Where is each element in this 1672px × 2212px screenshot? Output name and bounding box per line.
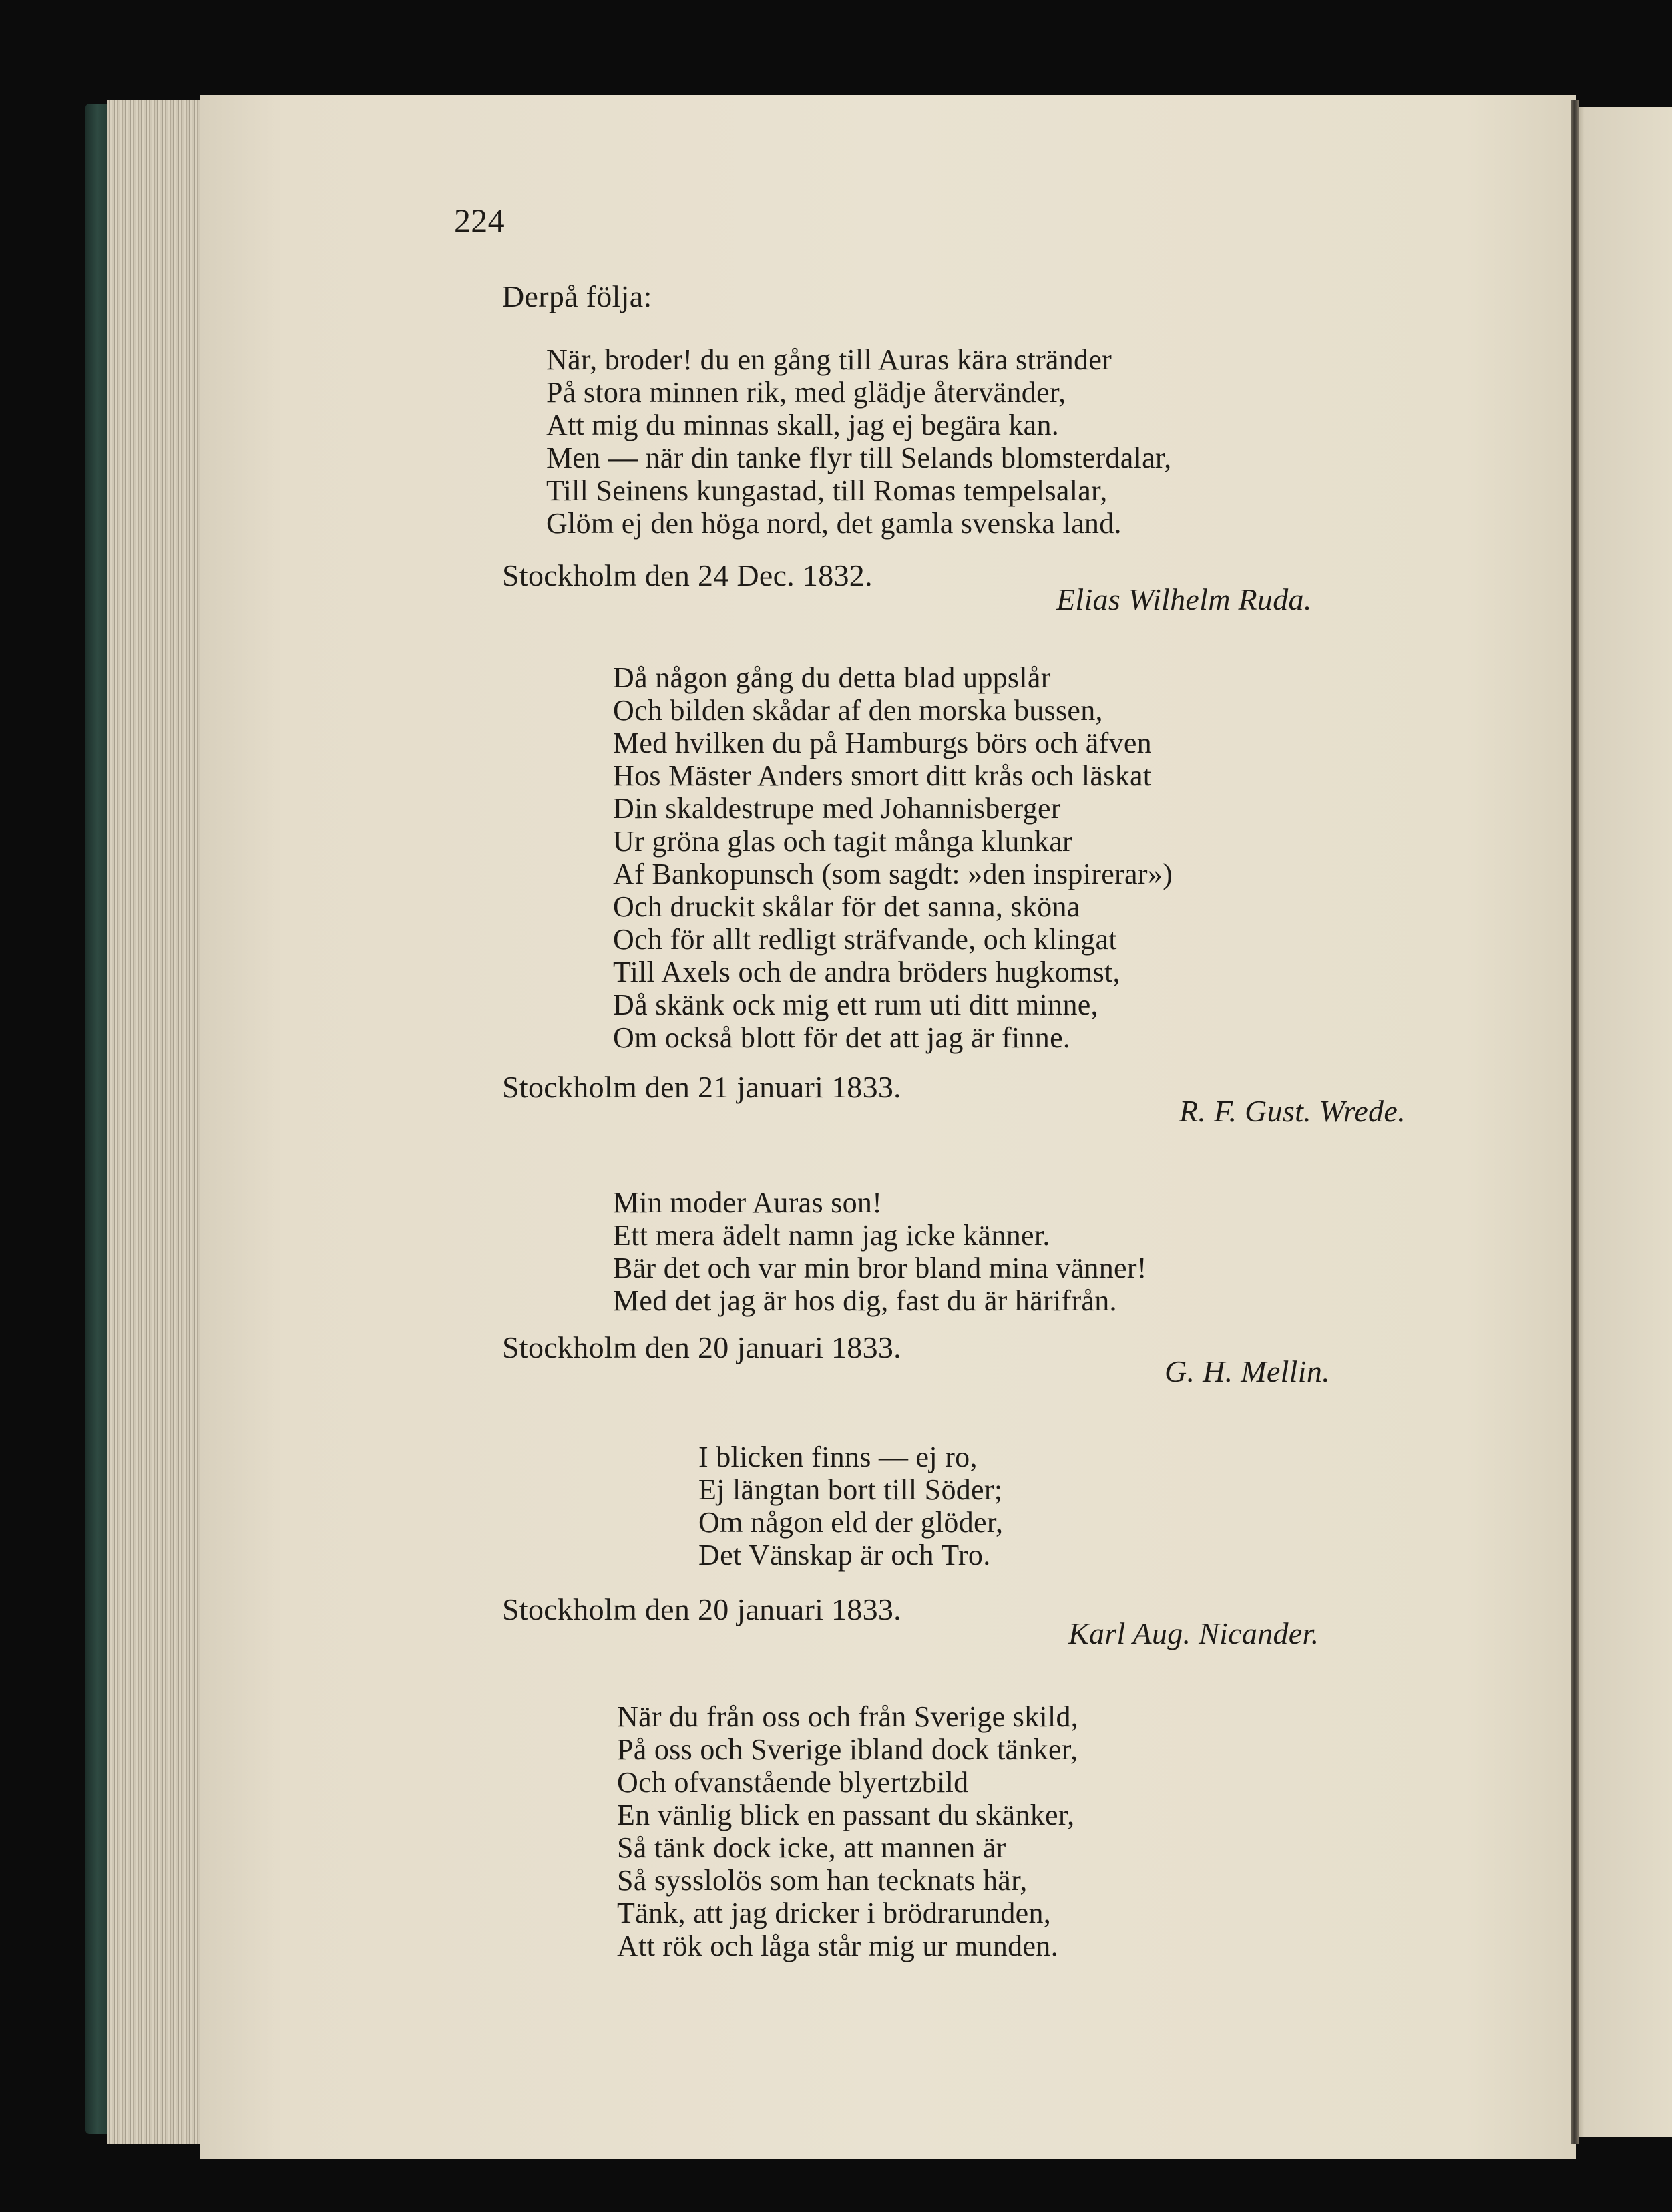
poem-ruda [546, 343, 1171, 540]
poem-line: I blicken finns — ej ro, [698, 1441, 978, 1473]
poem-line: Bär det och var min bror bland mina vänner! [613, 1252, 1147, 1284]
poem-line: Om också blott för det att jag är finne. [613, 1021, 1071, 1054]
signature: R. F. Gust. Wrede. [1179, 1094, 1406, 1128]
facing-page-edge [1575, 107, 1672, 2137]
place-date: Stockholm den 20 januari 1833. [502, 1592, 901, 1626]
poem-line: På oss och Sverige ibland dock tänker, [617, 1733, 1078, 1766]
poem-mellin [613, 1186, 1147, 1317]
poem-line: Då någon gång du detta blad uppslår [613, 661, 1051, 694]
poem-line: Och bilden skådar af den morska bussen, [613, 694, 1103, 727]
signature: Karl Aug. Nicander. [1068, 1616, 1319, 1650]
poem-line: Att rök och låga står mig ur munden. [617, 1929, 1058, 1962]
poem-line: Så tänk dock icke, att mannen är [617, 1831, 1006, 1864]
poem-line: Min moder Auras son! [613, 1186, 883, 1219]
poem-line: På stora minnen rik, med glädje återvänder, [546, 376, 1066, 409]
poem-line: Din skaldestrupe med Johannisberger [613, 792, 1061, 825]
poem-line: Det Vänskap är och Tro. [698, 1539, 991, 1572]
poem-line: Då skänk ock mig ett rum uti ditt minne, [613, 988, 1098, 1021]
signature: Elias Wilhelm Ruda. [1056, 582, 1312, 616]
poem-line: Och ofvanstående blyertzbild [617, 1766, 969, 1799]
poem-line: Ej längtan bort till Söder; [698, 1473, 1003, 1506]
poem-line: Till Axels och de andra bröders hugkomst, [613, 956, 1120, 988]
section-heading: Derpå följa: [502, 279, 652, 313]
page-number: 224 [454, 202, 505, 239]
poem-line: Till Seinens kungastad, till Romas tempelsalar, [546, 474, 1108, 507]
poem-line: Glöm ej den höga nord, det gamla svenska land. [546, 507, 1122, 540]
poem-line: Ur gröna glas och tagit många klunkar [613, 825, 1073, 858]
signature: G. H. Mellin. [1165, 1354, 1330, 1389]
poem-line: När, broder! du en gång till Auras kära stränder [546, 343, 1112, 376]
poem-line: Och druckit skålar för det sanna, sköna [613, 890, 1080, 923]
poem-line: Om någon eld der glöder, [698, 1506, 1004, 1539]
poem-line: Så sysslolös som han tecknats här, [617, 1864, 1028, 1897]
poem-line: Med det jag är hos dig, fast du är härifrån. [613, 1284, 1117, 1317]
poem-line: En vänlig blick en passant du skänker, [617, 1799, 1075, 1831]
poem-line: Men — när din tanke flyr till Selands blomsterdalar, [546, 441, 1172, 474]
place-date: Stockholm den 21 januari 1833. [502, 1070, 901, 1104]
poem-line: Tänk, att jag dricker i brödrarunden, [617, 1897, 1052, 1929]
poem-line: Af Bankopunsch (som sagdt: »den inspirerar») [613, 858, 1173, 890]
poem-line: Ett mera ädelt namn jag icke känner. [613, 1219, 1050, 1252]
poem-nicander [698, 1441, 1003, 1572]
place-date: Stockholm den 24 Dec. 1832. [502, 558, 873, 592]
poem-line: När du från oss och från Sverige skild, [617, 1700, 1079, 1733]
page-edges [107, 100, 200, 2144]
poem-line: Med hvilken du på Hamburgs börs och äfven [613, 727, 1152, 759]
book-gutter [1571, 100, 1579, 2144]
poem-unsigned [617, 1700, 1078, 1962]
poem-line: Hos Mäster Anders smort ditt krås och läskat [613, 759, 1152, 792]
poem-line: Att mig du minnas skall, jag ej begära kan. [546, 409, 1060, 441]
poem-line: Och för allt redligt sträfvande, och klingat [613, 923, 1117, 956]
poem-wrede [613, 661, 1173, 1054]
place-date: Stockholm den 20 januari 1833. [502, 1330, 901, 1364]
